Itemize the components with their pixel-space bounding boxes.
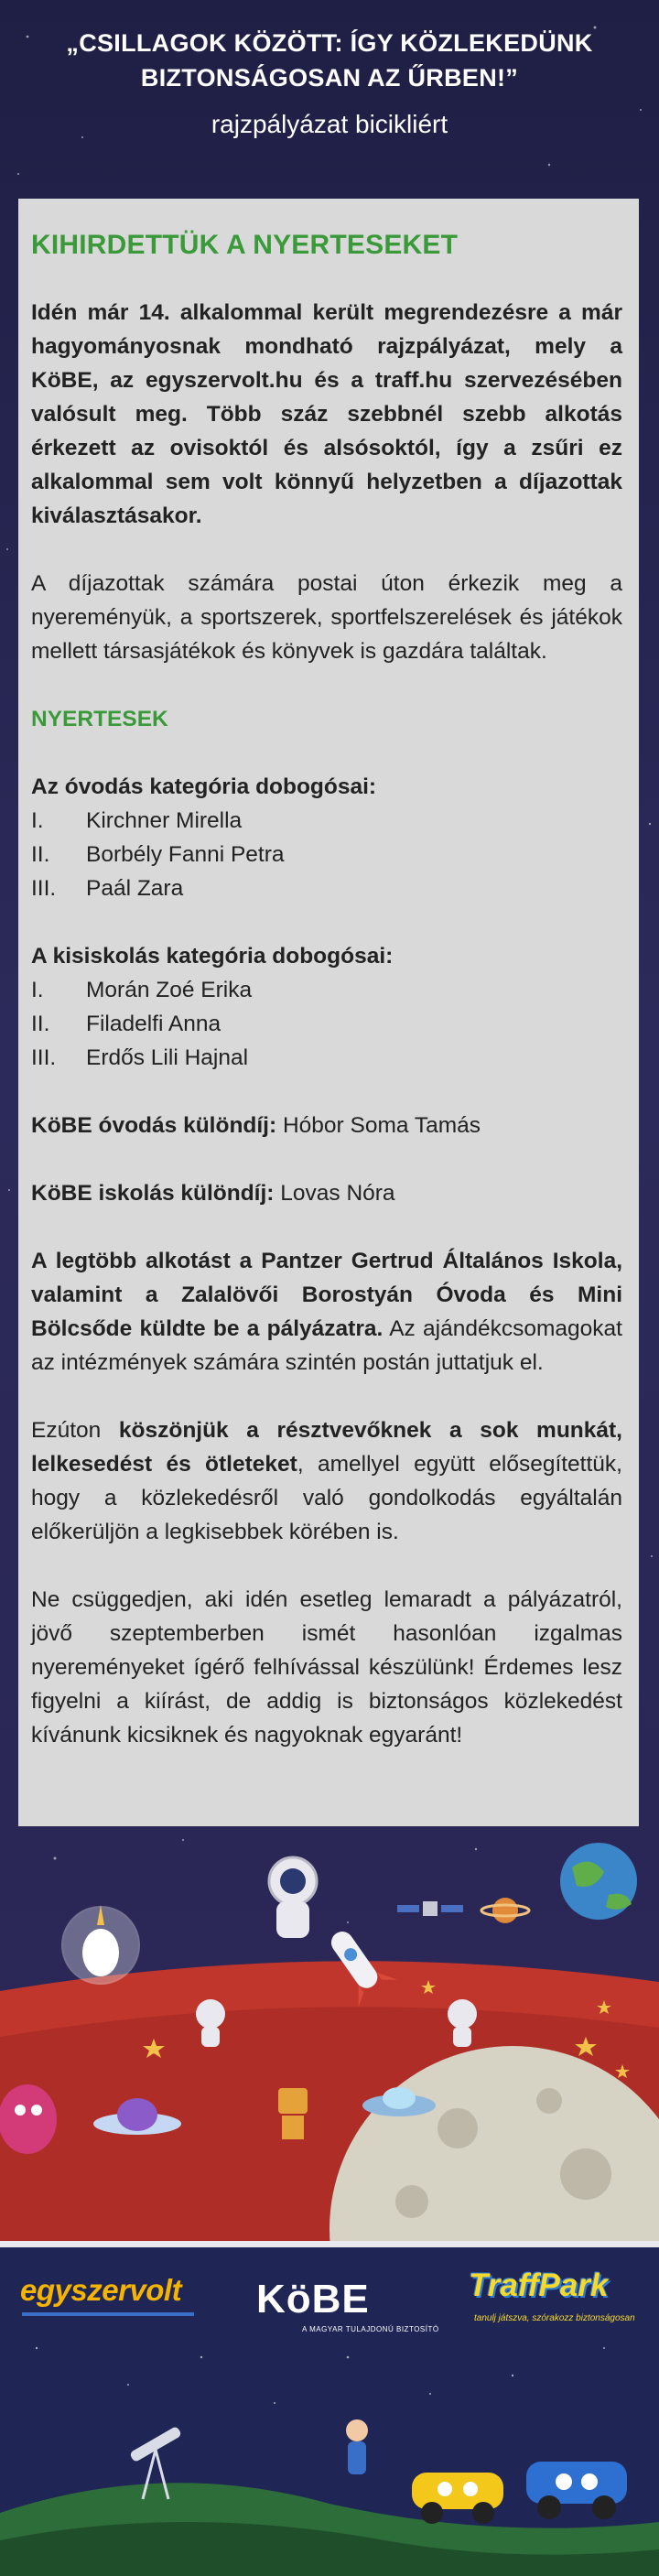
blue-car-icon [526,2462,627,2519]
most-works-paragraph [31,1244,622,1380]
kobe-logo[interactable]: KöBE [256,2277,370,2322]
traffpark-logo-tagline: tanulj játszva, szórakozz biztonságosan [474,2313,635,2323]
prizes-paragraph: A díjazottak számára postai úton érkezik meg a nyereményük, a sportszerek, sportfelszerelések és játékok mellett társasjátékok és könyvek is gazdára találtak. [31,571,622,664]
special-prize-name: Lovas Nóra [274,1181,395,1206]
monster-icon [0,2084,57,2154]
most-works-bold: A legtöbb alkotást a Pantzer Gertrud Általános Iskola, valamint a Zalalövői Borostyán Óvoda és Mini Bölcsőde küldte be a pályázatra. [31,1249,622,1341]
special-prize-kindergarten [31,1109,622,1142]
kindergarten-winner [31,871,622,905]
announcement-panel [18,199,639,1826]
school-winner [31,1041,622,1075]
rank: I. [31,808,44,833]
special-prize-label: KöBE óvodás különdíj: [31,1113,277,1138]
special-prize-label: KöBE iskolás különdíj: [31,1181,275,1206]
intro-paragraph: Idén már 14. alkalommal került megrendezésre a már hagyományosnak mondható rajzpályázat, mely a KöBE, az egyszervolt.hu és a traff.hu szervezésében valósult meg. Több száz szebbnél szebb alkotás érkezett az ovisoktól és alsósoktól, így a zsűri ez alkalommal sem volt könnyű helyzetben a díjazottak kiválasztásakor. [31,300,622,528]
satellite-icon [397,1901,463,1916]
closing-paragraph: Ne csüggedjen, aki idén esetleg lemaradt a pályázatról, jövő szeptemberben ismét hasonlóan izgalmas nyereményeket ígérő felhívással készülünk! Érdemes lesz figyelni a kiírást, de addig is biztonságos közlekedést kívánunk kicsiknek és nagyoknak egyaránt! [31,1587,622,1748]
rank: I. [31,978,44,1002]
unicorn-icon [62,1905,139,1984]
ringed-planet-icon [481,1898,529,1923]
page-header [0,26,659,139]
contest-subtitle: rajzpályázat bicikliért [211,110,448,138]
winner-name: Borbély Fanni Petra [86,842,285,867]
yellow-car-icon [412,2473,503,2524]
contest-title [0,26,659,95]
thanks-bold: köszönjük a résztvevőknek a sok munkát, lelkesedést és ötleteket [31,1418,622,1477]
school-winner [31,1007,622,1041]
astronaut-icon [269,1857,317,1938]
traffpark-logo[interactable]: TraffPark [469,2268,609,2303]
school-category-title: A kisiskolás kategória dobogósai: [31,944,394,969]
kindergarten-winner [31,838,622,871]
space-illustration [0,1826,659,2247]
earth-icon [560,1843,637,1920]
rank: II. [31,1012,50,1036]
contest-title-line1: „CSILLAGOK KÖZÖTT: ÍGY KÖZLEKEDÜNK [66,29,593,57]
most-works-rest: Az ajándékcsomagokat az intézmények számára szintén postán juttatjuk el. [31,1316,622,1375]
winner-name: Erdős Lili Hajnal [86,1045,249,1070]
kindergarten-category-title: Az óvodás kategória dobogósai: [31,774,377,799]
egyszervolt-logo-underline [22,2312,194,2316]
thanks-paragraph [31,1413,622,1549]
rank: III. [31,1045,57,1070]
special-prize-school [31,1176,622,1210]
winner-name: Filadelfi Anna [86,1012,221,1036]
thanks-pre: Ezúton [31,1418,119,1443]
child-figure-icon [346,2419,368,2474]
robot-icon [278,2088,308,2139]
rank: III. [31,876,57,901]
school-winner [31,973,622,1007]
winner-name: Morán Zoé Erika [86,978,253,1002]
contest-title-line2: BIZTONSÁGOSAN AZ ŰRBEN!” [140,64,519,92]
winner-name: Kirchner Mirella [86,808,243,833]
kindergarten-winner [31,804,622,838]
egyszervolt-logo[interactable]: egyszervolt [20,2273,182,2307]
winners-heading: NYERTESEK [31,707,168,731]
rank: II. [31,842,50,867]
kobe-logo-tagline: A MAGYAR TULAJDONÚ BIZTOSÍTÓ [302,2325,439,2333]
thanks-post: , amellyel együtt elősegítettük, hogy a közlekedésről való gondolkodás egyáltalán előkerüljön a legkisebbek körében is. [31,1452,622,1544]
special-prize-name: Hóbor Soma Tamás [276,1113,481,1138]
winner-name: Paál Zara [86,876,184,901]
panel-heading: KIHIRDETTÜK A NYERTESEKET [31,230,459,260]
